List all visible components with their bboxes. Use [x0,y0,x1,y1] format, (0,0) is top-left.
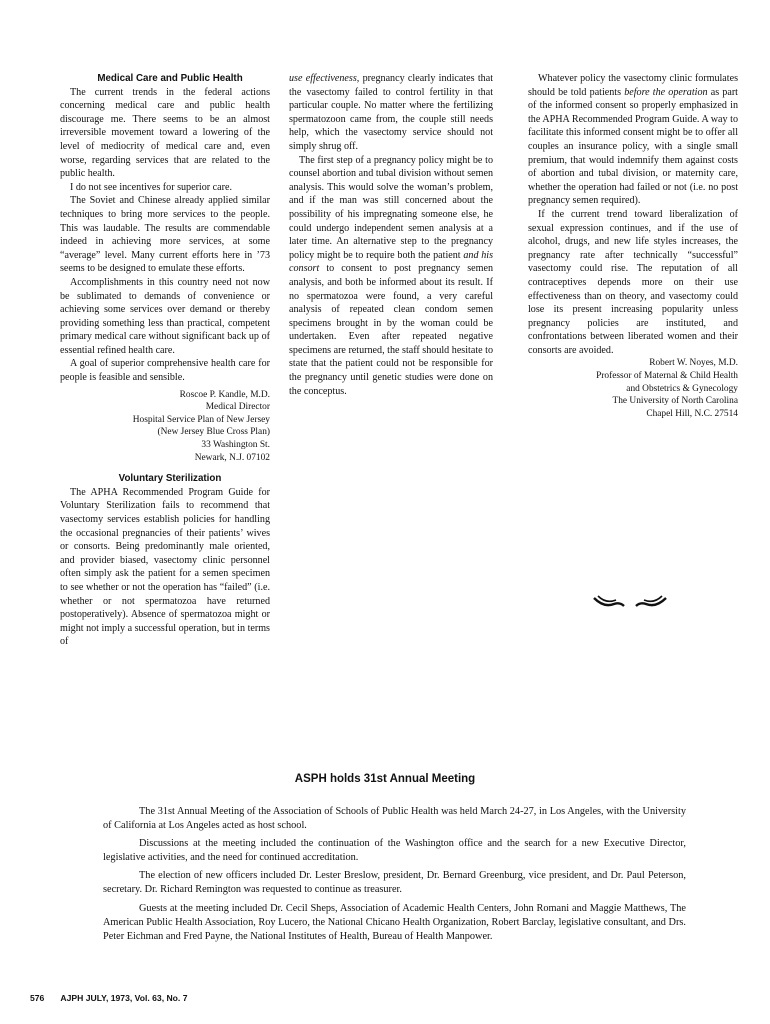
letter2-paragraph-4: If the current trend toward liberalization of sexual expression continues, and if the use of alcohol, drugs, and new life styles increases, the pregnancy rate after technically “successful” vasectomy could rise. The reputation of all contraceptives depends more on their use effectiveness than on theory, and vasectomy could lose its present increasing popularity unless pregnancy policies are instituted, and confrontations between liberated women and their consorts are avoided. [528,208,738,356]
letter2-paragraph-1-start [60,486,270,649]
emphasis: and his consort [289,249,493,275]
page-number: 576 [30,993,45,1003]
emphasis: before the operation [624,86,708,98]
letter2-paragraph-2 [289,154,493,399]
text-run: Whatever policy the vasectomy clinic formulates should be told patients [528,73,738,98]
announcement-body [103,805,686,948]
signature-title: and Obstetrics & Gynecology [626,383,738,394]
column-2 [289,72,493,398]
emphasis: use effectiveness, [289,73,360,84]
signature-org: Hospital Service Plan of New Jersey [132,414,270,425]
text-run: as part of the informed consent so properly emphasized in the APHA Recommended Program Guide. A way to facilitate this informed consent might be to offer all couples an insurance policy, with a single small premium, that would indemnify them against costs of abortion and tubal division, or maternity care, whether the operation had failed or not (i.e. no post pregnancy semen required). [528,86,738,207]
signature-org-detail: (New Jersey Blue Cross Plan) [157,427,270,438]
letter2-paragraph-3 [528,72,738,208]
text-run: pregnancy clearly indicates that the vasectomy failed to control fertility in that particular couple. No matter where the fertilizing spermatozoon came from, the couple still needs help, which the vasectomy service should not simply shrug off. [289,73,493,152]
signature-title: Medical Director [205,402,270,413]
letter2-heading: Voluntary Sterilization [118,473,222,485]
column-3 [528,72,738,420]
signature-name: Robert W. Noyes, M.D. [649,358,738,369]
announcement-paragraph: The election of new officers included Dr. Lester Breslow, president, Dr. Bernard Greenburg, vice president, and Dr. Paul Peterson, secretary. Dr. Richard Remington was requested to continue as treasurer. [103,870,686,896]
announcement-title: ASPH holds 31st Annual Meeting [294,773,476,785]
text-run: The APHA Recommended Program Guide for Voluntary Sterilization fails to recommend that vasectomy services establish policies for handling the occasional pregnancies of their patients’ wives or consorts. Being predominantly male oriented, and provider biased, vasectomy clinic personnel often simply ask the patient for a semen specimen to see whether or not the operation has “failed” (i.e. whether or not spermatozoa have returned postoperatively). Absence of spermatozoa might or might not imply a successful operation, but in terms of [60,486,270,648]
letter1-paragraph: The current trends in the federal actions concerning medical care and public health discourage me. There seems to be an almost irreversible movement toward a lowering of the level of mediocrity of medical care and, even worse, regarding services that are related to the public health. [60,86,270,180]
letter1-paragraph: Accomplishments in this country need not now be sublimated to demands of convenience or achieving some services over demand or thereby providing something less than practical, competent primary medical care without significant back up of essential refined health care. [60,276,270,356]
signature-name: Roscoe P. Kandle, M.D. [179,389,270,400]
letter2-signature [528,357,738,420]
letter1-heading: Medical Care and Public Health [97,73,243,84]
journal-citation: AJPH JULY, 1973, Vol. 63, No. 7 [60,993,188,1003]
signature-address: Newark, N.J. 07102 [194,452,270,463]
section-end-ornament-icon [590,594,670,610]
signature-address: Chapel Hill, N.C. 27514 [646,408,738,419]
announcement-paragraph: Guests at the meeting included Dr. Cecil Sheps, Association of Academic Health Centers, John Romani and Maggie Matthews, The American Public Health Association, Roy Lucero, the National Chicano Health Organization, Robert Barclay, legislative consultant, and Drs. Peter Eichman and Fred Payne, the National Institutes of Health, Bureau of Health Manpower. [103,902,686,942]
signature-org: The University of North Carolina [612,396,738,407]
text-run: to consent to post pregnancy semen analysis, and both be informed about its result. If no spermatozoa were found, a very careful analysis of repeated clean condom semen specimens brought in by the woman could be undertaken. Even after repeated negative specimens are returned, the staff should hesitate to state that the patient could not be responsible for the pregnancy until genetic studies were done on the conceptus. [289,263,493,397]
signature-title: Professor of Maternal & Child Health [596,371,738,382]
text-run: The first step of a pregnancy policy might be to counsel abortion and tubal division without semen analysis. This would solve the woman’s problem, and if the man was still concerned about the possibility of his impregnating someone else, he could undergo independent semen analysis at a later time. An alternative step to the pregnancy policy might be to require both the patient [289,154,493,261]
letter1-paragraph: The Soviet and Chinese already applied similar techniques to bring more services to the people. This was laudable. The results are commendable indeed in achieving more services, at some “average” level. Many current efforts here in ’73 seems to be designed to emulate these efforts. [60,195,270,275]
column-1 [60,72,270,649]
announcement-paragraph: The 31st Annual Meeting of the Association of Schools of Public Health was held March 24-27, in Los Angeles, with the University of California at Los Angeles acted as host school. [103,806,686,832]
letter1-paragraph: A goal of superior comprehensive health care for people is feasible and sensible. [60,358,270,384]
announcement-paragraph: Discussions at the meeting included the continuation of the Washington office and the search for a new Executive Director, legislative activities, and the need for continued accreditation. [103,838,686,864]
letter1-signature [60,389,270,465]
letter1-paragraph: I do not see incentives for superior care. [70,181,232,193]
letter2-paragraph-1-cont [289,72,493,154]
signature-address: 33 Washington St. [201,440,270,451]
page-footer [30,993,201,1003]
